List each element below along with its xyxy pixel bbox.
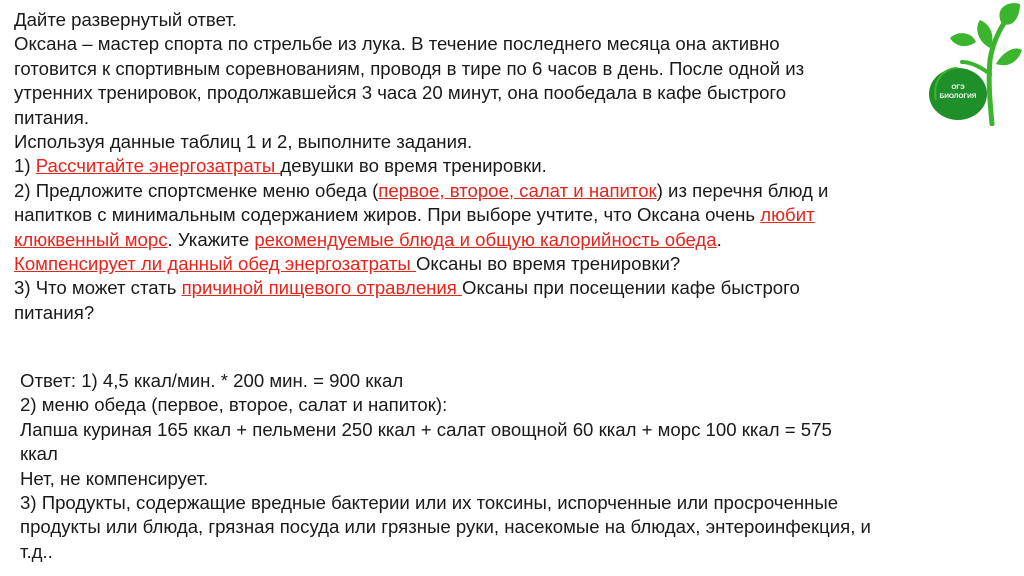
task-text: . [716,228,722,250]
task-highlight: Рассчитайте энергозатраты [35,155,281,177]
logo-label: БИОЛОГИЯ [939,93,977,100]
answer-line: Нет, не компенсирует. [20,467,209,489]
task-highlight: рекомендуемые блюда и общую калорийность обеда [254,228,717,250]
question-instruction: Используя данные таблиц 1 и 2, выполните задания. [14,131,473,153]
logo-label: ОГЭ [951,84,965,91]
answer-line: т.д.. [20,540,53,562]
task-text: ) из перечня блюд и [656,179,829,201]
task-2-line [14,228,944,252]
answer-line: 2) меню обеда (первое, второе, салат и напиток): [20,394,448,416]
task-3-line [14,276,944,300]
question-text-line: утренних тренировок, продолжавшейся 3 часа 20 минут, она пообедала в кафе быстрого [14,82,787,104]
task-highlight: первое, второе, салат и напиток [378,179,657,201]
task-text: Оксаны во время тренировки? [415,253,681,275]
leaf-icon [928,2,1022,126]
question-text-line: питания. [14,106,89,128]
task-text: девушки во время тренировки. [280,155,547,177]
answer-line: ккал [20,443,58,465]
question-text-line: Оксана – мастер спорта по стрельбе из лука. В течение последнего месяца она активно [14,33,780,55]
question-text-line: готовится к спортивным соревнованиям, проводя в тире по 6 часов в день. После одной из [14,57,805,79]
task-text: 1) [14,155,36,177]
task-highlight: причиной пищевого отравления [181,277,463,299]
task-1 [14,154,944,178]
task-3-line: питания? [14,301,95,323]
oge-biology-logo [928,2,1022,126]
question-block [14,8,944,325]
question-intro: Дайте развернутый ответ. [14,9,237,30]
answer-line: Ответ: 1) 4,5 ккал/мин. * 200 мин. = 900 ккал [20,370,404,391]
task-text: напитков с минимальным содержанием жиров. При выборе учтите, что Оксана очень [14,204,761,226]
task-text: 3) Что может стать [14,277,182,299]
task-2-line [14,252,944,276]
answer-line: Лапша куриная 165 ккал + пельмени 250 ккал + салат овощной 60 ккал + морс 100 ккал = 575 [20,418,832,440]
task-2-line [14,203,944,227]
task-highlight: клюквенный морс [14,228,168,250]
task-highlight: любит [760,204,815,226]
task-2-line [14,179,944,203]
answer-line: 3) Продукты, содержащие вредные бактерии или их токсины, испорченные или просроченные [20,492,839,514]
task-highlight: Компенсирует ли данный обед энергозатраты [14,253,416,275]
task-text: Оксаны при посещении кафе быстрого [462,277,800,299]
answer-block [20,369,990,564]
task-text: 2) Предложите спортсменке меню обеда ( [14,179,379,201]
answer-line: продукты или блюда, грязная посуда или грязные руки, насекомые на блюдах, энтероинфекция, и [20,516,871,538]
task-text: . Укажите [167,228,255,250]
